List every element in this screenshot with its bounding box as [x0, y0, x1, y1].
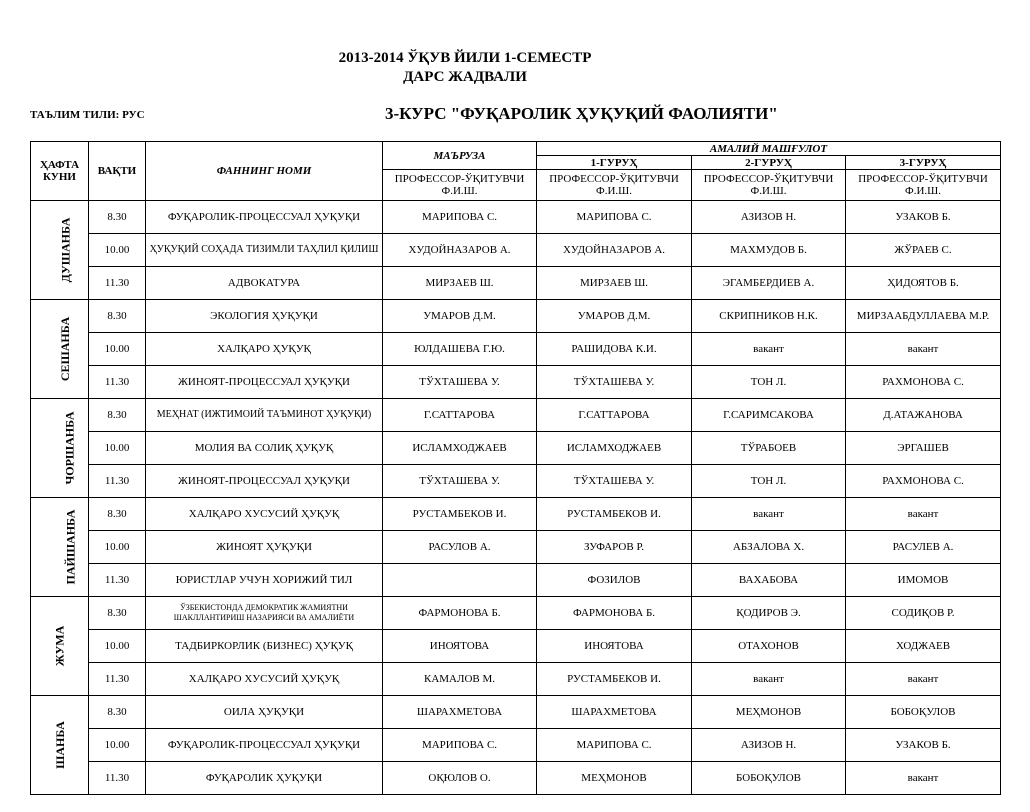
group-3-teacher-cell: ИМОМОВ — [846, 564, 1001, 597]
group-1-teacher-cell: ТЎХТАШЕВА У. — [537, 366, 692, 399]
group-1-teacher-cell: УМАРОВ Д.М. — [537, 300, 692, 333]
time-cell: 10.00 — [89, 531, 146, 564]
time-cell: 8.30 — [89, 300, 146, 333]
group-2-teacher-cell: МЕҲМОНОВ — [692, 696, 846, 729]
group-1-teacher-cell: ФАРМОНОВА Б. — [537, 597, 692, 630]
table-row — [31, 663, 1001, 696]
lecture-teacher-cell: ХУДОЙНАЗАРОВ А. — [383, 234, 537, 267]
lecture-teacher-cell: УМАРОВ Д.М. — [383, 300, 537, 333]
group-1-teacher-cell: РУСТАМБЕКОВ И. — [537, 498, 692, 531]
time-cell: 10.00 — [89, 630, 146, 663]
time-cell: 11.30 — [89, 366, 146, 399]
group-2-teacher-cell: СКРИПНИКОВ Н.К. — [692, 300, 846, 333]
group-2-teacher-cell: ТОН Л. — [692, 366, 846, 399]
header-practical: АМАЛИЙ МАШҒУЛОТ — [537, 142, 1001, 156]
time-cell: 11.30 — [89, 762, 146, 795]
subject-cell: ТАДБИРКОРЛИК (БИЗНЕС) ҲУҚУҚ — [146, 630, 383, 663]
day-name: ПАЙШАНБА — [63, 509, 78, 584]
subject-cell: ХАЛҚАРО ХУСУСИЙ ҲУҚУҚ — [146, 663, 383, 696]
subject-cell: МОЛИЯ ВА СОЛИҚ ҲУҚУҚ — [146, 432, 383, 465]
group-3-teacher-cell: УЗАКОВ Б. — [846, 729, 1001, 762]
group-2-teacher-cell: АБЗАЛОВА Х. — [692, 531, 846, 564]
group-3-teacher-cell: вакант — [846, 663, 1001, 696]
group-3-teacher-cell: МИРЗААБДУЛЛАЕВА М.Р. — [846, 300, 1001, 333]
table-row — [31, 762, 1001, 795]
lecture-teacher-cell: ИНОЯТОВА — [383, 630, 537, 663]
day-name: ЖУМА — [52, 625, 67, 666]
table-row — [31, 399, 1001, 432]
group-2-teacher-cell: АЗИЗОВ Н. — [692, 201, 846, 234]
group-2-teacher-cell: БОБОҚУЛОВ — [692, 762, 846, 795]
table-row — [31, 498, 1001, 531]
lecture-teacher-cell: РАСУЛОВ А. — [383, 531, 537, 564]
header-group-2: 2-ГУРУҲ — [692, 156, 846, 170]
time-cell: 10.00 — [89, 729, 146, 762]
group-3-teacher-cell: вакант — [846, 333, 1001, 366]
subject-cell: ХАЛҚАРО ХУСУСИЙ ҲУҚУҚ — [146, 498, 383, 531]
group-1-teacher-cell: ИНОЯТОВА — [537, 630, 692, 663]
day-cell — [31, 597, 89, 696]
group-3-teacher-cell: Д.АТАЖАНОВА — [846, 399, 1001, 432]
group-3-teacher-cell: СОДИҚОВ Р. — [846, 597, 1001, 630]
table-row — [31, 630, 1001, 663]
table-row — [31, 465, 1001, 498]
table-row — [31, 729, 1001, 762]
group-1-teacher-cell: ШАРАХМЕТОВА — [537, 696, 692, 729]
group-3-teacher-cell: вакант — [846, 498, 1001, 531]
lecture-teacher-cell: МАРИПОВА С. — [383, 729, 537, 762]
lecture-teacher-cell: ТЎХТАШЕВА У. — [383, 366, 537, 399]
lecture-teacher-cell: ФАРМОНОВА Б. — [383, 597, 537, 630]
group-2-teacher-cell: вакант — [692, 333, 846, 366]
header-day: ҲАФТА КУНИ — [31, 142, 89, 201]
group-3-teacher-cell: ЭРГАШЕВ — [846, 432, 1001, 465]
subject-cell: МЕҲНАТ (ИЖТИМОИЙ ТАЪМИНОТ ҲУҚУҚИ) — [146, 399, 383, 432]
table-row — [31, 267, 1001, 300]
schedule-body — [31, 201, 1001, 795]
day-cell — [31, 300, 89, 399]
day-cell — [31, 498, 89, 597]
group-1-teacher-cell: МЕҲМОНОВ — [537, 762, 692, 795]
time-cell: 8.30 — [89, 696, 146, 729]
group-2-teacher-cell: ТОН Л. — [692, 465, 846, 498]
group-3-teacher-cell: БОБОҚУЛОВ — [846, 696, 1001, 729]
group-3-teacher-cell: РАХМОНОВА С. — [846, 465, 1001, 498]
course-title: 3-КУРС "ФУҚАРОЛИК ҲУҚУҚИЙ ФАОЛИЯТИ" — [385, 104, 778, 123]
subject-cell: ФУҚАРОЛИК-ПРОЦЕССУАЛ ҲУҚУҚИ — [146, 201, 383, 234]
subject-cell: ЭКОЛОГИЯ ҲУҚУҚИ — [146, 300, 383, 333]
table-row — [31, 531, 1001, 564]
header-teacher-group-3: ПРОФЕССОР-ЎҚИТУВЧИ Ф.И.Ш. — [846, 170, 1001, 201]
group-3-teacher-cell: ҲИДОЯТОВ Б. — [846, 267, 1001, 300]
group-2-teacher-cell: ЭГАМБЕРДИЕВ А. — [692, 267, 846, 300]
group-3-teacher-cell: РАСУЛЕВ А. — [846, 531, 1001, 564]
time-cell: 10.00 — [89, 432, 146, 465]
lecture-teacher-cell: ШАРАХМЕТОВА — [383, 696, 537, 729]
subject-cell: АДВОКАТУРА — [146, 267, 383, 300]
language-label: ТАЪЛИМ ТИЛИ: РУС — [30, 109, 145, 121]
day-name: ЧОРШАНБА — [62, 410, 77, 485]
group-3-teacher-cell: ХОДЖАЕВ — [846, 630, 1001, 663]
group-2-teacher-cell: вакант — [692, 663, 846, 696]
header-lecture: МАЪРУЗА — [383, 142, 537, 170]
time-cell: 10.00 — [89, 333, 146, 366]
group-1-teacher-cell: МАРИПОВА С. — [537, 201, 692, 234]
group-2-teacher-cell: АЗИЗОВ Н. — [692, 729, 846, 762]
time-cell: 11.30 — [89, 267, 146, 300]
subject-cell: ЖИНОЯТ ҲУҚУҚИ — [146, 531, 383, 564]
lecture-teacher-cell: Г.САТТАРОВА — [383, 399, 537, 432]
group-3-teacher-cell: вакант — [846, 762, 1001, 795]
subject-cell: ЖИНОЯТ-ПРОЦЕССУАЛ ҲУҚУҚИ — [146, 366, 383, 399]
lecture-teacher-cell: ИСЛАМХОДЖАЕВ — [383, 432, 537, 465]
subject-cell: ФУҚАРОЛИК ҲУҚУҚИ — [146, 762, 383, 795]
header-teacher-group-2: ПРОФЕССОР-ЎҚИТУВЧИ Ф.И.Ш. — [692, 170, 846, 201]
group-1-teacher-cell: РАШИДОВА К.И. — [537, 333, 692, 366]
group-2-teacher-cell: ТЎРАБОЕВ — [692, 432, 846, 465]
day-name: ДУШАНБА — [58, 217, 73, 282]
group-1-teacher-cell: Г.САТТАРОВА — [537, 399, 692, 432]
day-cell — [31, 399, 89, 498]
time-cell: 8.30 — [89, 201, 146, 234]
group-2-teacher-cell: ОТАХОНОВ — [692, 630, 846, 663]
time-cell: 11.30 — [89, 564, 146, 597]
table-row — [31, 300, 1001, 333]
group-1-teacher-cell: РУСТАМБЕКОВ И. — [537, 663, 692, 696]
lecture-teacher-cell: ОҚЮЛОВ О. — [383, 762, 537, 795]
group-2-teacher-cell: Г.САРИМСАКОВА — [692, 399, 846, 432]
table-row — [31, 366, 1001, 399]
document-title: 2013-2014 ЎҚУВ ЙИЛИ 1-СЕМЕСТР — [338, 50, 592, 66]
group-2-teacher-cell: ВАХАБОВА — [692, 564, 846, 597]
header-subject: ФАННИНГ НОМИ — [146, 142, 383, 201]
table-row — [31, 696, 1001, 729]
header-teacher-lecture: ПРОФЕССОР-ЎҚИТУВЧИ Ф.И.Ш. — [383, 170, 537, 201]
time-cell: 11.30 — [89, 663, 146, 696]
table-row — [31, 564, 1001, 597]
subject-cell: ЖИНОЯТ-ПРОЦЕССУАЛ ҲУҚУҚИ — [146, 465, 383, 498]
group-3-teacher-cell: ЖЎРАЕВ С. — [846, 234, 1001, 267]
time-cell: 11.30 — [89, 465, 146, 498]
lecture-teacher-cell: МИРЗАЕВ Ш. — [383, 267, 537, 300]
group-2-teacher-cell: вакант — [692, 498, 846, 531]
lecture-teacher-cell: РУСТАМБЕКОВ И. — [383, 498, 537, 531]
subject-cell: ЎЗБЕКИСТОНДА ДЕМОКРАТИК ЖАМИЯТНИ ШАКЛЛАНТИРИШ НАЗАРИЯСИ ВА АМАЛИЁТИ — [146, 597, 383, 630]
group-1-teacher-cell: ТЎХТАШЕВА У. — [537, 465, 692, 498]
lecture-teacher-cell: МАРИПОВА С. — [383, 201, 537, 234]
document-subtitle: ДАРС ЖАДВАЛИ — [403, 69, 527, 85]
time-cell: 8.30 — [89, 498, 146, 531]
group-2-teacher-cell: ҚОДИРОВ Э. — [692, 597, 846, 630]
header-group-3: 3-ГУРУҲ — [846, 156, 1001, 170]
day-cell — [31, 201, 89, 300]
group-3-teacher-cell: РАХМОНОВА С. — [846, 366, 1001, 399]
header-teacher-group-1: ПРОФЕССОР-ЎҚИТУВЧИ Ф.И.Ш. — [537, 170, 692, 201]
table-row — [31, 597, 1001, 630]
day-name: ШАНБА — [52, 720, 67, 769]
time-cell: 10.00 — [89, 234, 146, 267]
header-time: ВАҚТИ — [89, 142, 146, 201]
table-row — [31, 432, 1001, 465]
subject-cell: ОИЛА ҲУҚУҚИ — [146, 696, 383, 729]
subject-cell: ХАЛҚАРО ҲУҚУҚ — [146, 333, 383, 366]
group-1-teacher-cell: ИСЛАМХОДЖАЕВ — [537, 432, 692, 465]
subject-cell: ФУҚАРОЛИК-ПРОЦЕССУАЛ ҲУҚУҚИ — [146, 729, 383, 762]
lecture-teacher-cell — [383, 564, 537, 597]
group-1-teacher-cell: ХУДОЙНАЗАРОВ А. — [537, 234, 692, 267]
group-2-teacher-cell: МАХМУДОВ Б. — [692, 234, 846, 267]
table-row — [31, 333, 1001, 366]
time-cell: 8.30 — [89, 597, 146, 630]
day-name: СЕШАНБА — [58, 316, 73, 381]
lecture-teacher-cell: КАМАЛОВ М. — [383, 663, 537, 696]
group-3-teacher-cell: УЗАКОВ Б. — [846, 201, 1001, 234]
group-1-teacher-cell: МАРИПОВА С. — [537, 729, 692, 762]
subject-cell: ҲУҚУҚИЙ СОҲАДА ТИЗИМЛИ ТАҲЛИЛ ҚИЛИШ — [146, 234, 383, 267]
table-row — [31, 201, 1001, 234]
group-1-teacher-cell: ЗУФАРОВ Р. — [537, 531, 692, 564]
lecture-teacher-cell: ЮЛДАШЕВА Г.Ю. — [383, 333, 537, 366]
time-cell: 8.30 — [89, 399, 146, 432]
header-group-1: 1-ГУРУҲ — [537, 156, 692, 170]
day-cell — [31, 696, 89, 795]
lecture-teacher-cell: ТЎХТАШЕВА У. — [383, 465, 537, 498]
subject-cell: ЮРИСТЛАР УЧУН ХОРИЖИЙ ТИЛ — [146, 564, 383, 597]
schedule-table — [30, 141, 1001, 795]
table-row — [31, 234, 1001, 267]
group-1-teacher-cell: МИРЗАЕВ Ш. — [537, 267, 692, 300]
group-1-teacher-cell: ФОЗИЛОВ — [537, 564, 692, 597]
